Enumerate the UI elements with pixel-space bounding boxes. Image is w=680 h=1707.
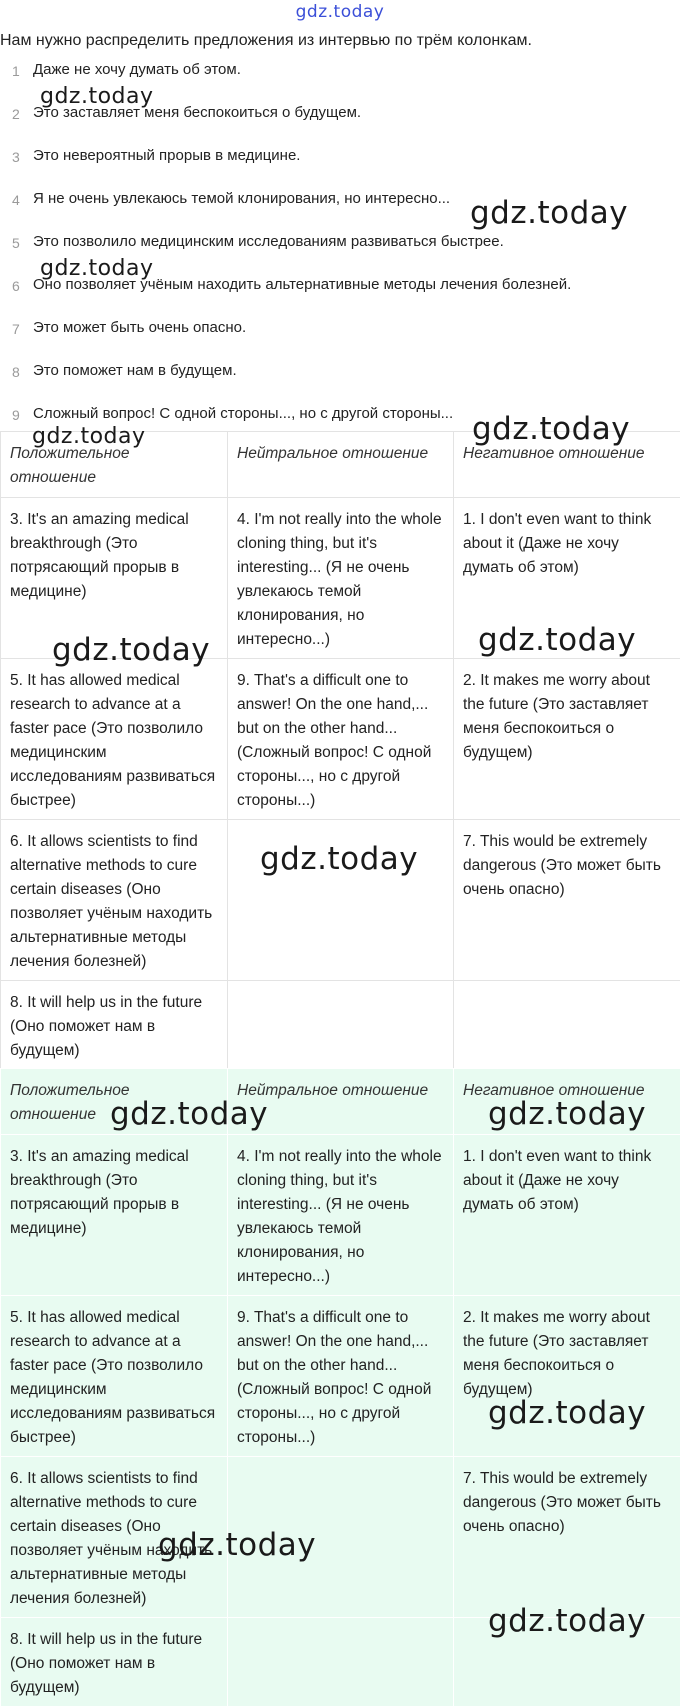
watermark: gdz.today <box>40 256 154 281</box>
list-item <box>0 58 680 101</box>
item-text: Это позволило медицинским исследованиям развиваться быстрее. <box>33 233 504 250</box>
list-item <box>0 359 680 402</box>
item-text: Это заставляет меня беспокоиться о будущем. <box>33 104 361 121</box>
attitude-table <box>0 431 680 1070</box>
watermark: gdz.today <box>32 424 146 449</box>
table-cell: 7. This would be extremely dangerous (Это может быть очень опасно) <box>454 1457 680 1618</box>
table-row <box>1 981 680 1070</box>
list-item <box>0 187 680 230</box>
table-row <box>1 659 680 820</box>
table-row <box>1 1618 680 1707</box>
item-number: 1 <box>0 61 33 79</box>
table-cell: 7. This would be extremely dangerous (Это может быть очень опасно) <box>454 820 680 981</box>
table-row <box>1 1296 680 1457</box>
list-item <box>0 316 680 359</box>
header-positive: Положительное отношение <box>1 1069 228 1135</box>
item-text: Даже не хочу думать об этом. <box>33 61 241 78</box>
table-cell <box>228 1618 454 1707</box>
table-cell: 4. I'm not really into the whole cloning thing, but it's interesting... (Я не очень увлекаюсь темой клонирования, но интересно...) <box>228 1135 454 1296</box>
table-cell: 3. It's an amazing medical breakthrough (Это потрясающий прорыв в медицине) <box>1 498 228 659</box>
item-number: 5 <box>0 233 33 251</box>
item-text: Оно позволяет учёным находить альтернативные методы лечения болезней. <box>33 276 571 293</box>
list-item <box>0 144 680 187</box>
sentence-list <box>0 58 680 445</box>
table-header-row <box>1 1069 680 1135</box>
header-positive: Положительное отношение <box>1 432 228 498</box>
watermark: gdz.today <box>488 1395 646 1431</box>
table-cell: 3. It's an amazing medical breakthrough (Это потрясающий прорыв в медицине) <box>1 1135 228 1296</box>
watermark: gdz.today <box>472 411 630 447</box>
table-cell: 6. It allows scientists to find alternative methods to cure certain diseases (Оно позволяет учёным находить альтернативные методы лечения болезней) <box>1 820 228 981</box>
table-row <box>1 820 680 981</box>
item-number: 7 <box>0 319 33 337</box>
intro-text: Нам нужно распределить предложения из интервью по трём колонкам. <box>0 32 532 50</box>
table-row <box>1 1457 680 1618</box>
list-item <box>0 273 680 316</box>
table-header-row <box>1 432 680 498</box>
table-cell: 8. It will help us in the future (Оно поможет нам в будущем) <box>1 981 228 1070</box>
table-cell: 9. That's a difficult one to answer! On the one hand,... but on the other hand... (Сложный вопрос! С одной стороны..., но с другой стороны...) <box>228 1296 454 1457</box>
watermark: gdz.today <box>488 1603 646 1639</box>
watermark: gdz.today <box>478 622 636 658</box>
table-cell: 6. It allows scientists to find alternative methods to cure certain diseases (Оно позволяет учёным находить альтернативные методы лечения болезней) <box>1 1457 228 1618</box>
item-number: 6 <box>0 276 33 294</box>
item-number: 2 <box>0 104 33 122</box>
header-negative: Негативное отношение <box>454 1069 680 1135</box>
watermark: gdz.today <box>110 1096 268 1132</box>
watermark: gdz.today <box>40 84 154 109</box>
table-cell: 8. It will help us in the future (Оно поможет нам в будущем) <box>1 1618 228 1707</box>
watermark: gdz.today <box>158 1527 316 1563</box>
header-watermark: gdz.today <box>0 2 680 22</box>
watermark: gdz.today <box>52 632 210 668</box>
list-item <box>0 101 680 144</box>
attitude-table-highlighted <box>0 1068 680 1707</box>
item-number: 3 <box>0 147 33 165</box>
item-text: Это невероятный прорыв в медицине. <box>33 147 300 164</box>
table-cell: 2. It makes me worry about the future (Это заставляет меня беспокоиться о будущем) <box>454 1296 680 1457</box>
header-negative: Негативное отношение <box>454 432 680 498</box>
table-cell: 1. I don't even want to think about it (Даже не хочу думать об этом) <box>454 1135 680 1296</box>
item-text: Это поможет нам в будущем. <box>33 362 237 379</box>
table-cell <box>454 1618 680 1707</box>
list-item <box>0 230 680 273</box>
item-number: 8 <box>0 362 33 380</box>
table-cell: 5. It has allowed medical research to advance at a faster pace (Это позволило медицинским исследованиям развиваться быстрее) <box>1 1296 228 1457</box>
table-row <box>1 1135 680 1296</box>
header-neutral: Нейтральное отношение <box>228 1069 454 1135</box>
table-cell <box>228 981 454 1070</box>
table-row <box>1 498 680 659</box>
watermark: gdz.today <box>260 841 418 877</box>
item-text: Это может быть очень опасно. <box>33 319 246 336</box>
header-neutral: Нейтральное отношение <box>228 432 454 498</box>
item-number: 4 <box>0 190 33 208</box>
table-cell: 9. That's a difficult one to answer! On the one hand,... but on the other hand... (Сложный вопрос! С одной стороны..., но с другой стороны...) <box>228 659 454 820</box>
watermark: gdz.today <box>470 195 628 231</box>
item-text: Сложный вопрос! С одной стороны..., но с другой стороны... <box>33 405 453 422</box>
item-number: 9 <box>0 405 33 423</box>
watermark: gdz.today <box>488 1096 646 1132</box>
table-cell <box>454 981 680 1070</box>
item-text: Я не очень увлекаюсь темой клонирования, но интересно... <box>33 190 450 207</box>
table-cell: 2. It makes me worry about the future (Это заставляет меня беспокоиться о будущем) <box>454 659 680 820</box>
table-cell <box>228 820 454 981</box>
table-cell <box>228 1457 454 1618</box>
table-cell: 1. I don't even want to think about it (Даже не хочу думать об этом) <box>454 498 680 659</box>
table-cell: 5. It has allowed medical research to advance at a faster pace (Это позволило медицинским исследованиям развиваться быстрее) <box>1 659 228 820</box>
table-cell: 4. I'm not really into the whole cloning thing, but it's interesting... (Я не очень увлекаюсь темой клонирования, но интересно...) <box>228 498 454 659</box>
